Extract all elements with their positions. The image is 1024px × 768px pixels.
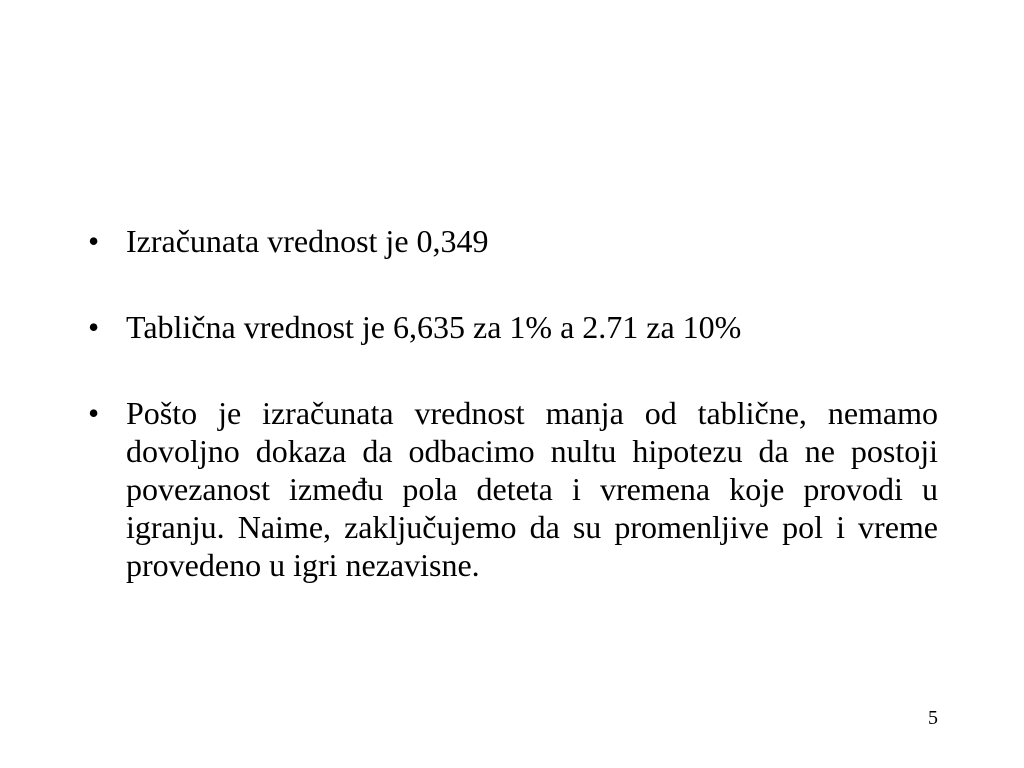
bullet-icon: •	[88, 395, 100, 431]
bullet-icon: •	[88, 309, 100, 345]
bullet-icon: •	[88, 223, 100, 259]
bullet-item-computed-value	[88, 222, 938, 260]
bullet-item-table-value	[88, 308, 938, 346]
bullet-item-conclusion	[88, 394, 938, 584]
bullet-text: Pošto je izračunata vrednost manja od tablične, nemamo dovoljno dokaza da odbacimo nultu hipotezu da ne postoji povezanost između pola deteta i vremena koje provodi u igranju. Naime, zaključujemo da su promenljive pol i vreme provedeno u igri nezavisne.	[126, 395, 938, 583]
bullet-text: Izračunata vrednost je 0,349	[126, 223, 489, 259]
bullet-text: Tablična vrednost je 6,635 za 1% a 2.71 za 10%	[126, 309, 742, 345]
bullet-list	[88, 222, 938, 632]
slide-number: 5	[928, 707, 938, 729]
